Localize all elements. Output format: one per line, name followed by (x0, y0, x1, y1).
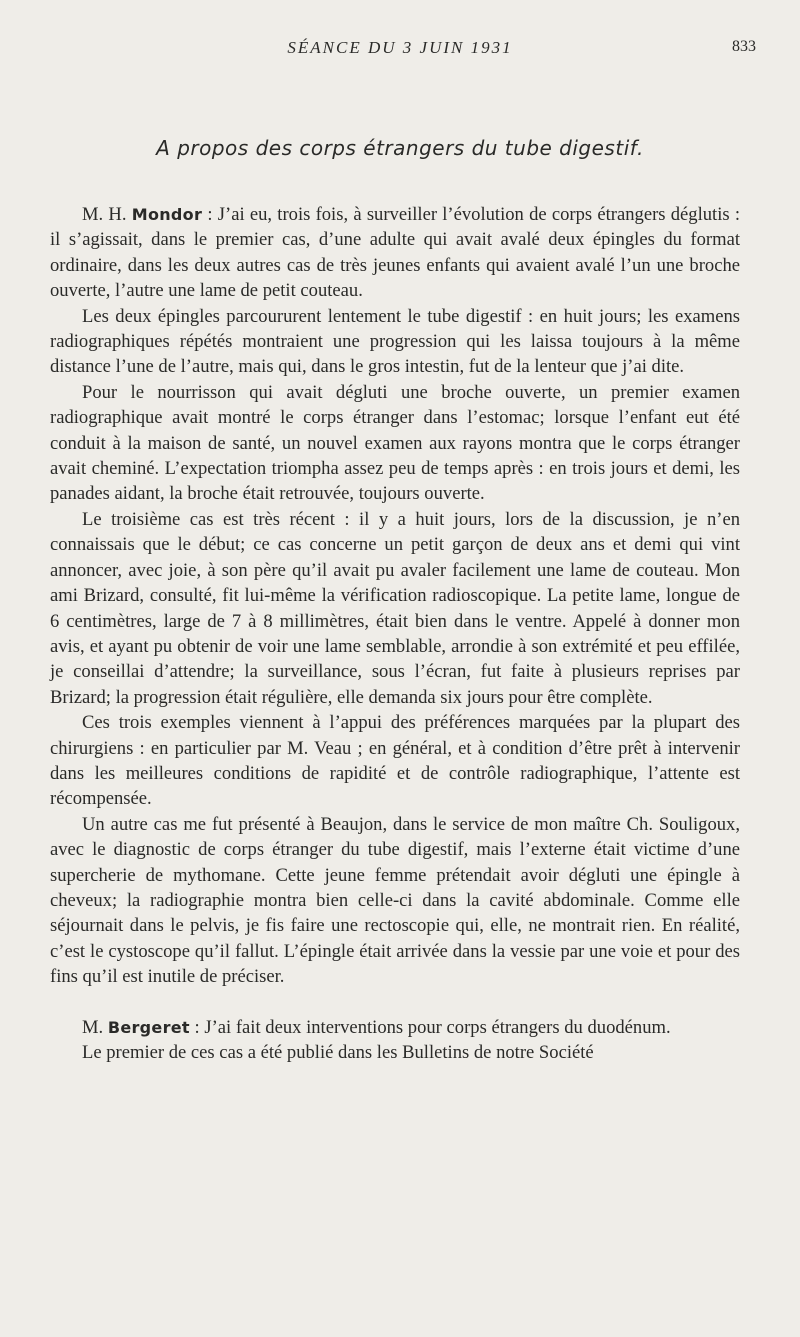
paragraph-text: : J’ai fait deux interventions pour corps étrangers du duodénum. (189, 1016, 671, 1038)
speaker-prefix: M. H. (82, 204, 132, 225)
paragraph (50, 1015, 740, 1040)
paragraph (50, 812, 740, 990)
paragraph (50, 202, 740, 304)
speaker-name: Mondor (131, 205, 203, 224)
speaker-name: Bergeret (107, 1017, 190, 1037)
speaker-prefix: M. (82, 1016, 108, 1038)
running-head (0, 38, 800, 62)
paragraph (50, 710, 740, 812)
paragraph-text: Un autre cas me fut présenté à Beaujon, dans le service de mon maître Ch. Souligoux, avec le diagnostic de corps étranger du tube digestif, mais l’externe était victime d’une supercherie de mythomane. Cette jeune femme prétendait avoir dégluti une épingle à cheveux; la radiographie montra bien celle-ci dans la cavité abdominale. Comme elle séjournait dans le pelvis, je fis faire une rectoscopie qui, elle, ne montrait rien. En réalité, c’est le cystoscope qu’il fallut. L’épingle était arrivée dans la vessie par une voie et pour des fins qu’il est inutile de préciser. (50, 813, 740, 988)
paragraph (50, 304, 740, 380)
paragraph (50, 1040, 740, 1065)
article-title: A propos des corps étrangers du tube digestif. (156, 136, 644, 160)
paragraph-text: Les deux épingles parcoururent lentement le tube digestif : en huit jours; les examens radiographiques répétés montraient une progression qui les laissa toujours à la même distance l’une de l’autre, mais qui, dans le gros intestin, fut de la lenteur que j’ai dite. (50, 305, 740, 378)
paragraph-text: Le premier de ces cas a été publié dans les Bulletins de notre Société (82, 1042, 594, 1063)
running-title: SÉANCE DU 3 JUIN 1931 (287, 38, 513, 57)
article-body (50, 202, 740, 1065)
paragraph-text: Le troisième cas est très récent : il y a huit jours, lors de la discussion, je n’en connaissais que le début; ce cas concerne un petit garçon de deux ans et demi qui vint annoncer, avec joie, à son père qu’il avait pu avaler facilement une lame de couteau. Mon ami Brizard, consulté, fit lui-même la vérification radioscopique. La petite lame, longue de 6 centimètres, large de 7 à 8 millimètres, était bien dans le ventre. Appelé à donner mon avis, et ayant pu obtenir de voir une lame semblable, arrondie à son extrémité et peu effilée, je conseillai d’attendre; la surveillance, sous l’écran, fut faite à plusieurs reprises par Brizard; la progression était régulière, elle demanda six jours pour être complète. (50, 508, 740, 708)
paragraph-text: Pour le nourrisson qui avait dégluti une broche ouverte, un premier examen radiographique avait montré le corps étranger dans l’estomac; lorsque l’enfant eut été conduit à la maison de santé, un nouvel examen aux rayons montra que le corps étranger avait cheminé. L’expectation triompha assez peu de temps après : en trois jours et demi, les panades aidant, la broche était retrouvée, toujours ouverte. (50, 381, 740, 505)
paragraph (50, 507, 740, 710)
paragraph (50, 380, 740, 507)
paragraph-text: : J’ai eu, trois fois, à surveiller l’évolution de corps étrangers déglutis : il s’agissait, dans le premier cas, d’une adulte qui avait avalé deux épingles du format ordinaire, dans les deux autres cas de très jeunes enfants qui avaient avalé l’un une broche ouverte, l’autre une lame de petit couteau. (50, 204, 740, 302)
paragraph-text: Ces trois exemples viennent à l’appui des préférences marquées par la plupart des chirurgiens : en particulier par M. Veau ; en général, et à condition d’être prêt à intervenir dans les meilleures conditions de rapidité et de contrôle radiographique, l’attente est récompensée. (50, 712, 740, 810)
page-number: 833 (732, 38, 756, 55)
